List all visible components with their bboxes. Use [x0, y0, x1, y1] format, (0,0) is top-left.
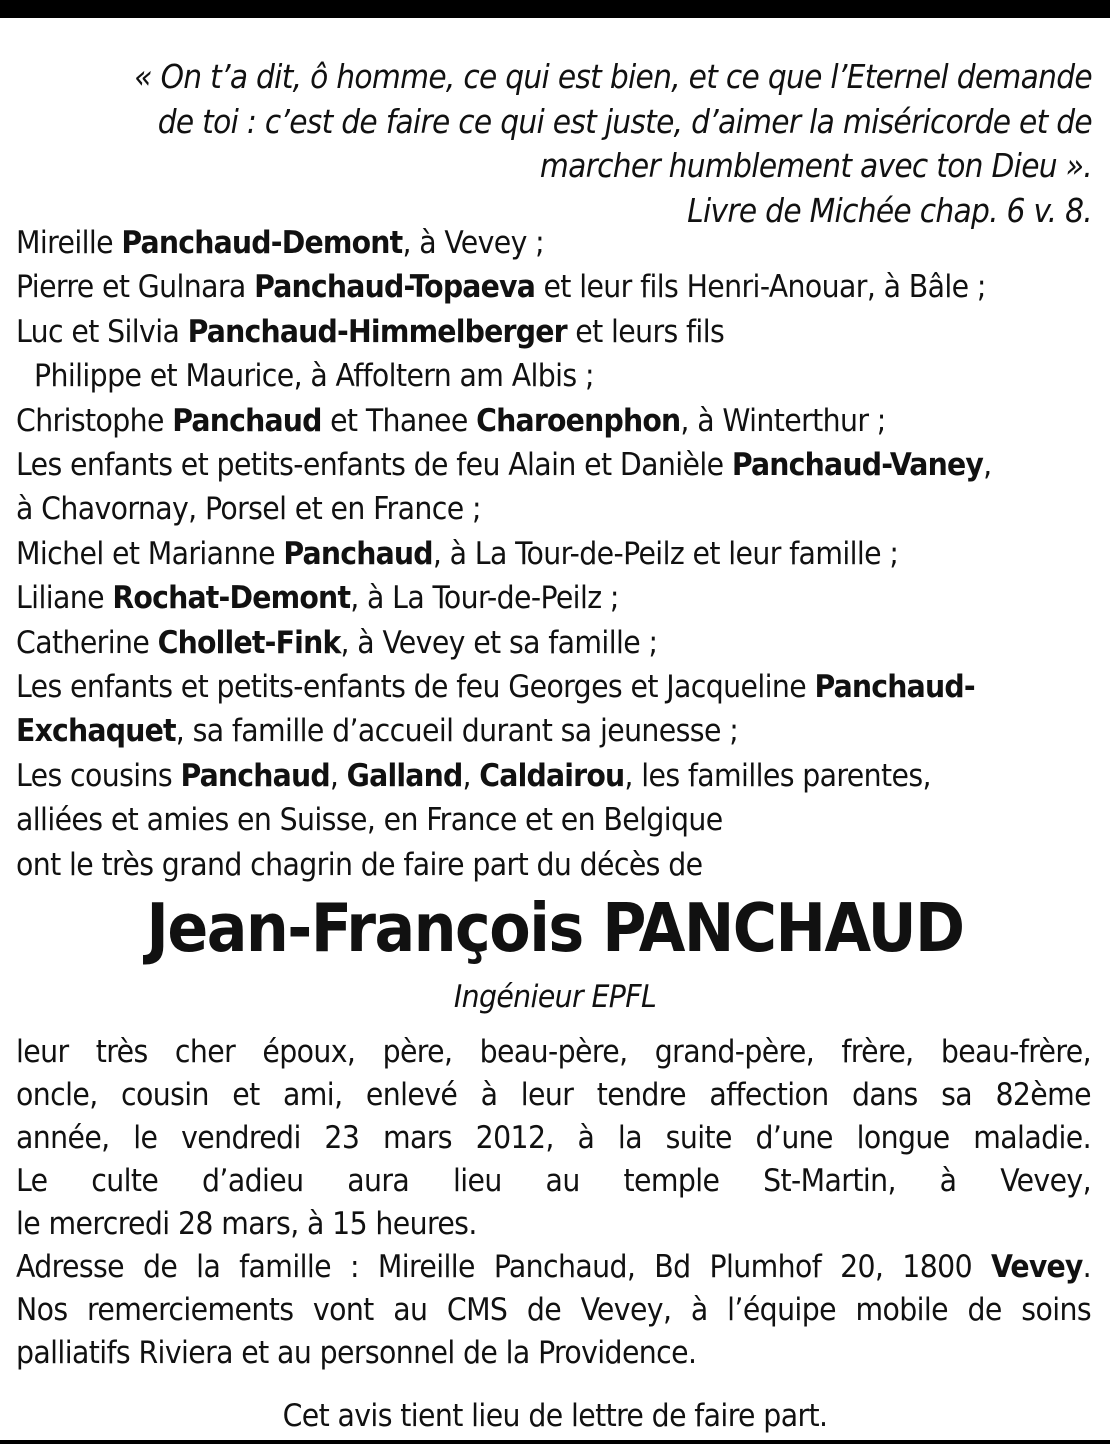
quote-line: de toi : c’est de faire ce qui est juste, d’aimer la miséricorde et de: [157, 101, 1092, 141]
announcement-body: [16, 1031, 1091, 1375]
bible-quote: [12, 55, 1092, 233]
family-name: Panchaud-Himmelberger: [187, 313, 567, 350]
family-line: Liliane Rochat-Demont, à La Tour-de-Peilz ;: [16, 580, 619, 617]
quote-line: marcher humblement avec ton Dieu ».: [539, 146, 1092, 185]
body-line: le mercredi 28 mars, à 15 heures.: [16, 1206, 477, 1242]
family-name: Exchaquet: [16, 713, 176, 750]
family-address: Adresse de la famille : Mireille Panchaud, Bd Plumhof 20, 1800 Vevey.: [16, 1249, 1091, 1285]
quote-reference: Livre de Michée chap. 6 v. 8.: [687, 190, 1092, 230]
bottom-border-rule: [0, 1440, 1110, 1444]
family-line: Les cousins Panchaud, Galland, Caldairou, les familles parentes,: [16, 757, 931, 794]
family-name: Charoenphon: [476, 402, 681, 439]
family-name: Panchaud-Demont: [121, 225, 403, 261]
family-line: Catherine Chollet-Fink, à Vevey et sa famille ;: [16, 624, 658, 661]
family-name: Panchaud: [180, 757, 330, 794]
family-line: Philippe et Maurice, à Affoltern am Albis ;: [34, 358, 594, 395]
deceased-title: Ingénieur EPFL: [453, 979, 657, 1015]
family-line: Michel et Marianne Panchaud, à La Tour-de-Peilz et leur famille ;: [16, 535, 899, 572]
family-line: à Chavornay, Porsel et en France ;: [16, 491, 481, 528]
family-line: Les enfants et petits-enfants de feu Georges et Jacqueline Panchaud-: [16, 669, 975, 706]
body-line: palliatifs Riviera et au personnel de la Providence.: [16, 1335, 697, 1371]
body-line: Le culte d’adieu aura lieu au temple St-Martin, à Vevey,: [16, 1163, 1091, 1199]
body-line: Nos remerciements vont au CMS de Vevey, à l’équipe mobile de soins: [16, 1292, 1091, 1328]
family-line: Christophe Panchaud et Thanee Charoenphon, à Winterthur ;: [16, 402, 886, 439]
family-list: [16, 221, 1096, 887]
body-line: leur très cher époux, père, beau-père, grand-père, frère, beau-frère,: [16, 1034, 1091, 1070]
family-line: alliées et amies en Suisse, en France et en Belgique: [16, 802, 723, 839]
family-name: Panchaud: [172, 402, 322, 439]
family-name: Caldairou: [479, 757, 625, 794]
family-name: Rochat-Demont: [112, 580, 351, 617]
body-line: oncle, cousin et ami, enlevé à leur tendre affection dans sa 82ème: [16, 1077, 1091, 1113]
family-line: ont le très grand chagrin de faire part du décès de: [16, 846, 703, 883]
family-line: Pierre et Gulnara Panchaud-Topaeva et leur fils Henri-Anouar, à Bâle ;: [16, 269, 986, 306]
top-border-rule: [0, 0, 1110, 18]
closing-note: Cet avis tient lieu de lettre de faire part.: [282, 1398, 828, 1434]
family-line: Mireille Panchaud-Demont, à Vevey ;: [16, 225, 545, 261]
family-name: Galland: [346, 757, 463, 794]
family-line: Exchaquet, sa famille d’accueil durant sa jeunesse ;: [16, 713, 739, 750]
family-name: Panchaud: [283, 535, 433, 572]
family-name: Panchaud-Vaney: [731, 447, 984, 484]
body-line: année, le vendredi 23 mars 2012, à la suite d’une longue maladie.: [16, 1120, 1091, 1156]
deceased-name: Jean-François PANCHAUD: [146, 889, 964, 967]
family-name: Chollet-Fink: [157, 624, 341, 661]
quote-line: « On t’a dit, ô homme, ce qui est bien, et ce que l’Eternel demande: [134, 57, 1092, 96]
family-name: Panchaud-: [814, 669, 975, 706]
family-line: Luc et Silvia Panchaud-Himmelberger et leurs fils: [16, 313, 725, 350]
family-line: Les enfants et petits-enfants de feu Alain et Danièle Panchaud-Vaney,: [16, 447, 992, 484]
address-city: Vevey: [990, 1249, 1083, 1285]
family-name: Panchaud-Topaeva: [254, 269, 536, 306]
